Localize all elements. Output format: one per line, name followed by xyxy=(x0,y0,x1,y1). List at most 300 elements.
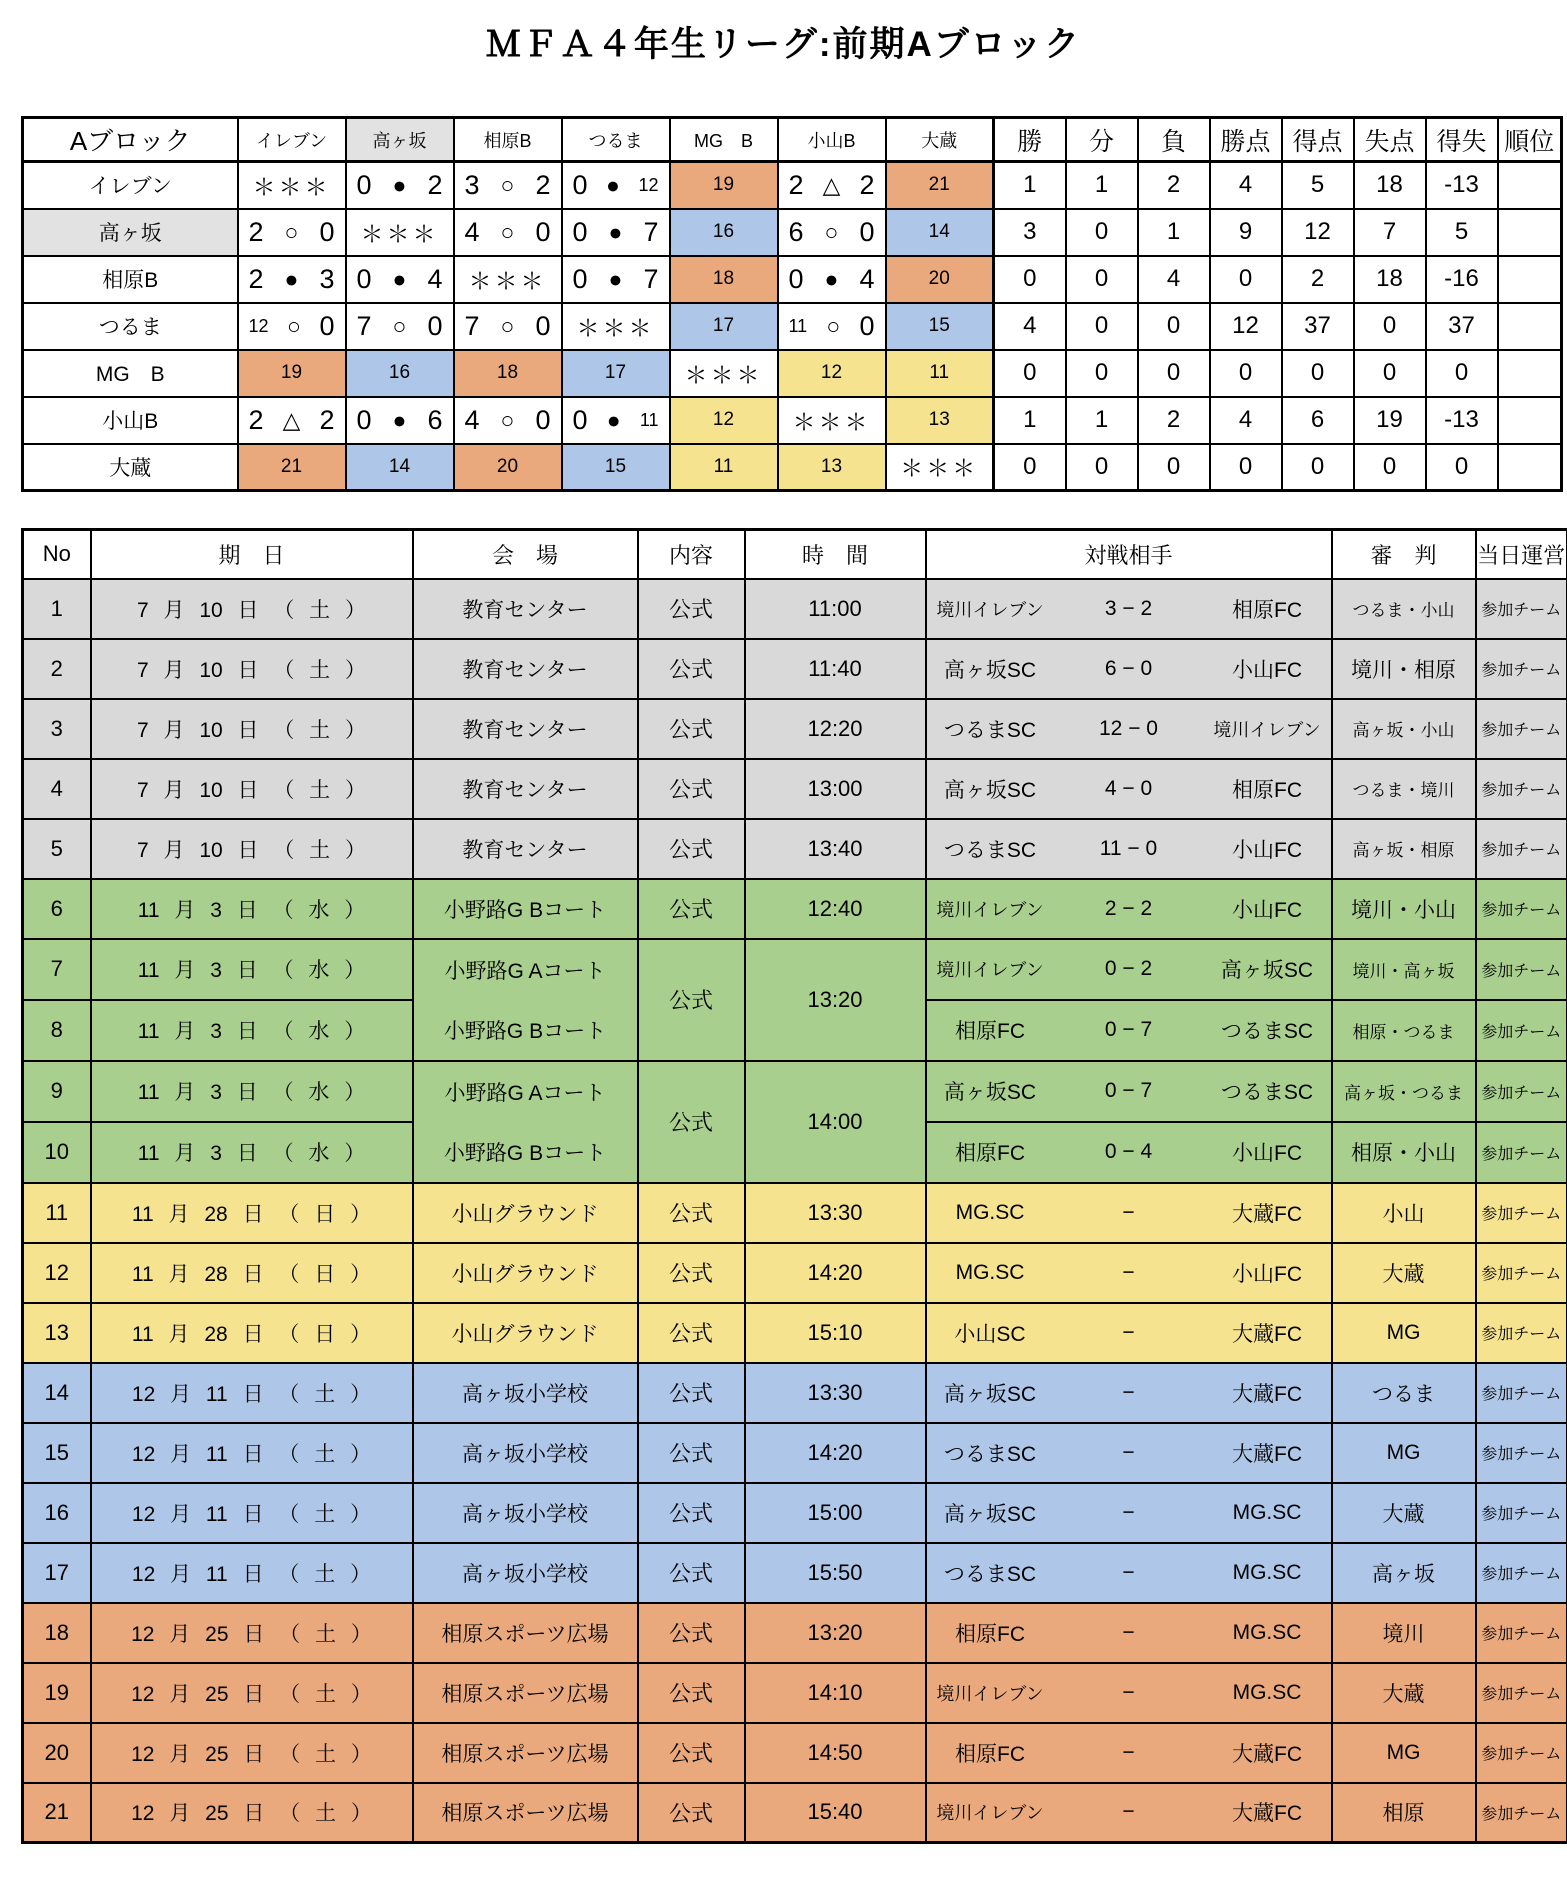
stat-text: 0 xyxy=(1023,452,1037,480)
match-score: − xyxy=(1122,1380,1135,1404)
result-mark: ○ xyxy=(284,218,299,245)
type-cell: 公式 xyxy=(638,1783,745,1843)
venue-top: 小野路G Aコート xyxy=(444,959,606,983)
no-cell: 3 xyxy=(23,699,91,759)
type-cell: 公式 xyxy=(638,1723,745,1783)
result-mark: ● xyxy=(824,265,839,292)
date-cell: 12 月 11 日 （ 土 ） xyxy=(91,1363,413,1423)
duty-cell: 参加チーム xyxy=(1476,1183,1567,1243)
score-left: 0 xyxy=(356,169,372,200)
time-cell: 15:00 xyxy=(745,1483,926,1543)
match-number: 19 xyxy=(712,174,735,196)
standings-row xyxy=(23,256,1562,303)
match-score: − xyxy=(1122,1200,1135,1224)
duty-cell: 参加チーム xyxy=(1476,759,1567,819)
column-header-stat: 勝点 xyxy=(1210,118,1282,162)
match-number: 11 xyxy=(713,455,734,477)
venue-cell: 相原スポーツ広場 xyxy=(413,1723,638,1783)
duty-cell: 参加チーム xyxy=(1476,1663,1567,1723)
venue-cell: 教育センター xyxy=(413,579,638,639)
score-left: 2 xyxy=(248,216,264,247)
no-cell: 6 xyxy=(23,879,91,939)
column-header-team: つるま xyxy=(562,118,670,162)
referee-cell: 大蔵 xyxy=(1332,1663,1476,1723)
date-cell: 7 月 10 日 （ 土 ） xyxy=(91,579,413,639)
stat-text: 1 xyxy=(1023,171,1037,199)
match-number: 16 xyxy=(388,362,411,383)
referee-cell: 相原・つるま xyxy=(1332,1000,1476,1061)
score-left: 0 xyxy=(572,263,588,294)
away-team: 小山FC xyxy=(1232,1142,1302,1165)
self-mark: ＊＊＊ xyxy=(576,314,655,341)
schedule-row xyxy=(23,1483,1567,1543)
stat-value xyxy=(1138,444,1210,491)
stat-value xyxy=(1138,256,1210,303)
referee-cell: つるま xyxy=(1332,1363,1476,1423)
type-cell: 公式 xyxy=(638,1603,745,1663)
home-team: つるまSC xyxy=(943,838,1037,862)
no-cell: 10 xyxy=(23,1122,91,1183)
stat-text: 1 xyxy=(1094,406,1109,433)
match-number: 14 xyxy=(928,221,950,242)
match-number: 13 xyxy=(928,409,950,430)
result-mark: ● xyxy=(606,406,621,433)
matchup-cell xyxy=(926,1423,1332,1483)
venue-cell: 高ヶ坂小学校 xyxy=(413,1423,638,1483)
no-cell: 1 xyxy=(23,579,91,639)
duty-cell: 参加チーム xyxy=(1476,639,1567,699)
match-ref-cell xyxy=(670,209,778,256)
stat-text: 5 xyxy=(1454,218,1469,245)
result-mark: ○ xyxy=(500,218,515,245)
venue-cell xyxy=(413,1061,638,1183)
match-ref-cell xyxy=(562,444,670,491)
venue-cell: 小山グラウンド xyxy=(413,1243,638,1303)
stat-value xyxy=(1426,350,1498,397)
standings-row xyxy=(23,397,1562,444)
stat-text: 2 xyxy=(1166,171,1181,199)
matchup-cell xyxy=(926,1303,1332,1363)
result-mark: ● xyxy=(606,171,620,198)
matchup-cell xyxy=(926,1122,1332,1183)
date-cell: 12 月 11 日 （ 土 ） xyxy=(91,1543,413,1603)
stat-value xyxy=(1066,444,1138,491)
schedule-row xyxy=(23,1363,1567,1423)
schedule-row xyxy=(23,1303,1567,1363)
score-left: 2 xyxy=(248,263,264,294)
schedule-row xyxy=(23,1723,1567,1783)
stat-value xyxy=(1426,209,1498,256)
duty-cell: 参加チーム xyxy=(1476,879,1567,939)
match-score: − xyxy=(1122,1620,1135,1644)
score-right: 4 xyxy=(859,263,875,294)
away-team: つるまSC xyxy=(1220,1020,1314,1043)
venue-cell: 高ヶ坂小学校 xyxy=(413,1543,638,1603)
time-cell: 13:30 xyxy=(745,1363,926,1423)
schedule-column-header: No xyxy=(23,530,91,579)
matchup-cell xyxy=(926,1723,1332,1783)
stat-value xyxy=(1210,397,1282,444)
home-team: MG.SC xyxy=(955,1260,1025,1284)
date-cell: 12 月 25 日 （ 土 ） xyxy=(91,1783,413,1843)
match-ref-cell xyxy=(454,444,562,491)
venue-cell: 高ヶ坂小学校 xyxy=(413,1363,638,1423)
stat-value xyxy=(994,303,1066,350)
stat-value xyxy=(1498,256,1562,303)
result-mark: ● xyxy=(392,406,407,433)
team-label: 小山B xyxy=(23,397,238,444)
referee-cell: 相原・小山 xyxy=(1332,1122,1476,1183)
match-ref-cell xyxy=(670,256,778,303)
score-cell xyxy=(562,397,670,444)
referee-cell: 小山 xyxy=(1332,1183,1476,1243)
type-cell: 公式 xyxy=(638,639,745,699)
stat-text: 0 xyxy=(1166,452,1181,480)
stat-value xyxy=(1282,256,1354,303)
stat-value xyxy=(1282,350,1354,397)
time-cell: 13:20 xyxy=(745,1603,926,1663)
match-number: 15 xyxy=(604,455,627,477)
time-cell: 15:10 xyxy=(745,1303,926,1363)
score-cell xyxy=(238,256,346,303)
away-team: 小山FC xyxy=(1232,898,1302,922)
home-team: 高ヶ坂SC xyxy=(943,1502,1037,1526)
date-cell: 11 月 3 日 （ 水 ） xyxy=(91,939,413,1000)
stat-text: 2 xyxy=(1310,265,1325,292)
type-cell: 公式 xyxy=(638,879,745,939)
matchup-cell xyxy=(926,1543,1332,1603)
date-cell: 11 月 3 日 （ 水 ） xyxy=(91,1122,413,1183)
matchup-cell xyxy=(926,639,1332,699)
score-left: 11 xyxy=(788,315,808,336)
referee-cell: 高ヶ坂 xyxy=(1332,1543,1476,1603)
type-cell: 公式 xyxy=(638,1483,745,1543)
match-number: 21 xyxy=(280,455,303,477)
time-cell: 13:00 xyxy=(745,759,926,819)
match-number: 16 xyxy=(712,221,735,242)
stat-text: 18 xyxy=(1376,265,1403,292)
stat-text: 0 xyxy=(1166,359,1181,386)
match-score: − xyxy=(1122,1440,1135,1464)
match-score: − xyxy=(1122,1560,1135,1584)
home-team: 高ヶ坂SC xyxy=(943,1081,1037,1104)
score-cell xyxy=(454,397,562,444)
score-cell xyxy=(562,209,670,256)
duty-cell: 参加チーム xyxy=(1476,1303,1567,1363)
schedule-row xyxy=(23,1783,1567,1843)
schedule-row xyxy=(23,939,1567,1000)
self-mark: ＊＊＊ xyxy=(468,267,547,294)
column-header-team: イレブン xyxy=(238,118,346,162)
self-cell xyxy=(670,350,778,397)
stat-text: 0 xyxy=(1023,265,1037,292)
score-left: 7 xyxy=(464,310,480,341)
stat-value xyxy=(1066,256,1138,303)
stat-text: -13 xyxy=(1444,406,1479,433)
date-cell: 12 月 11 日 （ 土 ） xyxy=(91,1423,413,1483)
schedule-row xyxy=(23,1663,1567,1723)
no-cell: 7 xyxy=(23,939,91,1000)
away-team: MG.SC xyxy=(1232,1680,1302,1704)
match-number: 18 xyxy=(496,362,519,383)
match-ref-cell xyxy=(670,397,778,444)
home-team: つるまSC xyxy=(943,718,1037,742)
away-team: 小山FC xyxy=(1232,658,1302,682)
score-cell xyxy=(346,303,454,350)
standings-header-row xyxy=(23,118,1562,162)
stat-value xyxy=(1426,162,1498,209)
score-left: 0 xyxy=(356,263,372,294)
duty-cell: 参加チーム xyxy=(1476,819,1567,879)
stat-value xyxy=(994,162,1066,209)
column-header-stat: 分 xyxy=(1066,118,1138,162)
home-team: 高ヶ坂SC xyxy=(943,778,1037,802)
match-ref-cell xyxy=(346,444,454,491)
time-cell: 15:40 xyxy=(745,1783,926,1843)
stat-text: -13 xyxy=(1444,171,1479,199)
referee-cell: つるま・小山 xyxy=(1332,579,1476,639)
match-score: 12 − 0 xyxy=(1099,716,1158,740)
referee-cell: 大蔵 xyxy=(1332,1243,1476,1303)
schedule-row xyxy=(23,1183,1567,1243)
result-mark: ○ xyxy=(500,171,515,198)
match-number: 15 xyxy=(928,315,950,336)
team-label: MG B xyxy=(23,350,238,397)
duty-cell: 参加チーム xyxy=(1476,1723,1567,1783)
stat-value xyxy=(1138,397,1210,444)
date-cell: 11 月 28 日 （ 日 ） xyxy=(91,1303,413,1363)
matchup-cell xyxy=(926,879,1332,939)
venue-cell: 教育センター xyxy=(413,639,638,699)
stat-value xyxy=(994,209,1066,256)
date-cell: 7 月 10 日 （ 土 ） xyxy=(91,819,413,879)
score-right: 2 xyxy=(427,169,443,200)
result-mark: △ xyxy=(822,171,841,198)
score-right: 0 xyxy=(535,404,551,435)
self-cell xyxy=(238,162,346,209)
result-mark: ○ xyxy=(287,312,301,339)
score-left: 6 xyxy=(788,216,804,247)
schedule-column-header: 対戦相手 xyxy=(926,530,1332,579)
type-cell: 公式 xyxy=(638,1663,745,1723)
result-mark: ● xyxy=(284,265,299,292)
column-header-team: 大蔵 xyxy=(886,118,994,162)
matchup-cell xyxy=(926,1783,1332,1843)
referee-cell: 高ヶ坂・つるま xyxy=(1332,1061,1476,1122)
standings-row xyxy=(23,444,1562,491)
column-header-team: 高ヶ坂 xyxy=(346,118,454,162)
date-cell: 12 月 25 日 （ 土 ） xyxy=(91,1723,413,1783)
stat-value xyxy=(1210,350,1282,397)
standings-row xyxy=(23,303,1562,350)
match-score: − xyxy=(1122,1740,1135,1764)
score-cell xyxy=(778,162,886,209)
referee-cell: 境川・相原 xyxy=(1332,639,1476,699)
score-cell xyxy=(778,303,886,350)
stat-value xyxy=(994,444,1066,491)
self-cell xyxy=(454,256,562,303)
score-right: 2 xyxy=(535,169,551,200)
schedule-row xyxy=(23,699,1567,759)
matchup-cell xyxy=(926,1363,1332,1423)
column-header-stat: 負 xyxy=(1138,118,1210,162)
duty-cell: 参加チーム xyxy=(1476,1783,1567,1843)
score-cell xyxy=(454,209,562,256)
score-cell xyxy=(238,209,346,256)
result-mark: ○ xyxy=(500,406,515,433)
type-cell: 公式 xyxy=(638,939,745,1061)
stat-value xyxy=(1282,162,1354,209)
match-ref-cell xyxy=(346,350,454,397)
time-cell: 11:00 xyxy=(745,579,926,639)
away-team: 大蔵FC xyxy=(1232,1802,1302,1826)
score-right: 2 xyxy=(859,169,875,200)
stat-value xyxy=(1498,162,1562,209)
stat-text: 0 xyxy=(1094,452,1109,480)
stat-text: 0 xyxy=(1094,312,1109,339)
stat-value xyxy=(1498,397,1562,444)
column-header-stat: 順位 xyxy=(1498,118,1562,162)
score-left: 4 xyxy=(464,216,480,247)
venue-cell: 高ヶ坂小学校 xyxy=(413,1483,638,1543)
home-team: 高ヶ坂SC xyxy=(943,658,1037,682)
match-number: 20 xyxy=(496,455,519,477)
stat-value xyxy=(1354,303,1426,350)
stat-value xyxy=(1066,209,1138,256)
score-left: 0 xyxy=(572,216,588,247)
match-ref-cell xyxy=(670,444,778,491)
stat-value xyxy=(1066,397,1138,444)
duty-cell: 参加チーム xyxy=(1476,1122,1567,1183)
date-cell: 7 月 10 日 （ 土 ） xyxy=(91,759,413,819)
type-cell: 公式 xyxy=(638,579,745,639)
score-left: 2 xyxy=(788,169,804,200)
match-ref-cell xyxy=(238,350,346,397)
duty-cell: 参加チーム xyxy=(1476,1061,1567,1122)
home-team: 相原FC xyxy=(955,1742,1025,1766)
score-left: 0 xyxy=(788,263,804,294)
team-label: イレブン xyxy=(23,162,238,209)
column-header-stat: 失点 xyxy=(1354,118,1426,162)
matchup-cell xyxy=(926,1483,1332,1543)
score-left: 0 xyxy=(356,404,372,435)
self-cell xyxy=(562,303,670,350)
match-ref-cell xyxy=(886,256,994,303)
schedule-column-header: 内容 xyxy=(638,530,745,579)
team-label: 大蔵 xyxy=(23,444,238,491)
stat-text: 0 xyxy=(1454,452,1469,480)
result-mark: ● xyxy=(392,171,407,198)
score-right: 3 xyxy=(319,263,335,294)
match-score: 0 − 4 xyxy=(1104,1140,1153,1163)
score-cell xyxy=(238,303,346,350)
stat-value xyxy=(994,256,1066,303)
away-team: つるまSC xyxy=(1220,1081,1314,1104)
schedule-row xyxy=(23,1603,1567,1663)
duty-cell: 参加チーム xyxy=(1476,1243,1567,1303)
score-right: 0 xyxy=(535,310,551,341)
match-score: − xyxy=(1122,1680,1135,1704)
referee-cell: MG xyxy=(1332,1723,1476,1783)
no-cell: 15 xyxy=(23,1423,91,1483)
time-cell: 13:30 xyxy=(745,1183,926,1243)
time-cell: 11:40 xyxy=(745,639,926,699)
schedule-row xyxy=(23,1543,1567,1603)
match-number: 12 xyxy=(712,409,735,430)
stat-text: 0 xyxy=(1094,218,1109,245)
home-team: 境川イレブン xyxy=(936,899,1044,920)
stat-value xyxy=(1210,209,1282,256)
away-team: 境川イレブン xyxy=(1213,719,1321,740)
time-cell: 13:20 xyxy=(745,939,926,1061)
match-ref-cell xyxy=(670,303,778,350)
match-score: − xyxy=(1122,1500,1135,1524)
stat-text: 0 xyxy=(1382,452,1397,480)
date-cell: 11 月 3 日 （ 水 ） xyxy=(91,879,413,939)
away-team: 小山FC xyxy=(1232,838,1302,862)
score-left: 2 xyxy=(248,404,264,435)
stat-text: 12 xyxy=(1232,312,1259,339)
stat-value xyxy=(1138,162,1210,209)
away-team: 大蔵FC xyxy=(1232,1202,1302,1226)
referee-cell: MG xyxy=(1332,1423,1476,1483)
stat-value xyxy=(1282,209,1354,256)
matchup-cell xyxy=(926,1663,1332,1723)
home-team: 境川イレブン xyxy=(936,960,1044,980)
stat-value xyxy=(1354,444,1426,491)
score-cell xyxy=(778,256,886,303)
away-team: 大蔵FC xyxy=(1232,1742,1302,1766)
stat-text: 0 xyxy=(1382,312,1397,339)
stat-text: 4 xyxy=(1238,171,1253,199)
schedule-column-header: 審 判 xyxy=(1332,530,1476,579)
match-ref-cell xyxy=(886,303,994,350)
home-team: 境川イレブン xyxy=(936,599,1044,620)
stat-text: 0 xyxy=(1166,312,1181,339)
stat-value xyxy=(1354,256,1426,303)
standings-row xyxy=(23,209,1562,256)
date-cell: 12 月 25 日 （ 土 ） xyxy=(91,1603,413,1663)
column-header-stat: 勝 xyxy=(994,118,1066,162)
matchup-cell xyxy=(926,1000,1332,1061)
no-cell: 21 xyxy=(23,1783,91,1843)
match-score: − xyxy=(1122,1260,1135,1284)
score-right: 2 xyxy=(319,404,335,435)
score-left: 4 xyxy=(464,404,480,435)
stat-text: 0 xyxy=(1310,452,1325,480)
referee-cell: MG xyxy=(1332,1303,1476,1363)
type-cell: 公式 xyxy=(638,1423,745,1483)
no-cell: 2 xyxy=(23,639,91,699)
self-cell xyxy=(346,209,454,256)
match-ref-cell xyxy=(778,444,886,491)
stat-value xyxy=(994,350,1066,397)
score-left: 7 xyxy=(356,310,372,341)
team-label: 相原B xyxy=(23,256,238,303)
stat-value xyxy=(1354,162,1426,209)
time-cell: 12:40 xyxy=(745,879,926,939)
match-score: 0 − 2 xyxy=(1104,957,1153,980)
team-label: つるま xyxy=(23,303,238,350)
stat-value xyxy=(1066,303,1138,350)
type-cell: 公式 xyxy=(638,1183,745,1243)
date-cell: 7 月 10 日 （ 土 ） xyxy=(91,699,413,759)
venue-cell: 教育センター xyxy=(413,699,638,759)
venue-cell xyxy=(413,939,638,1061)
stat-value xyxy=(1498,444,1562,491)
no-cell: 14 xyxy=(23,1363,91,1423)
matchup-cell xyxy=(926,939,1332,1000)
